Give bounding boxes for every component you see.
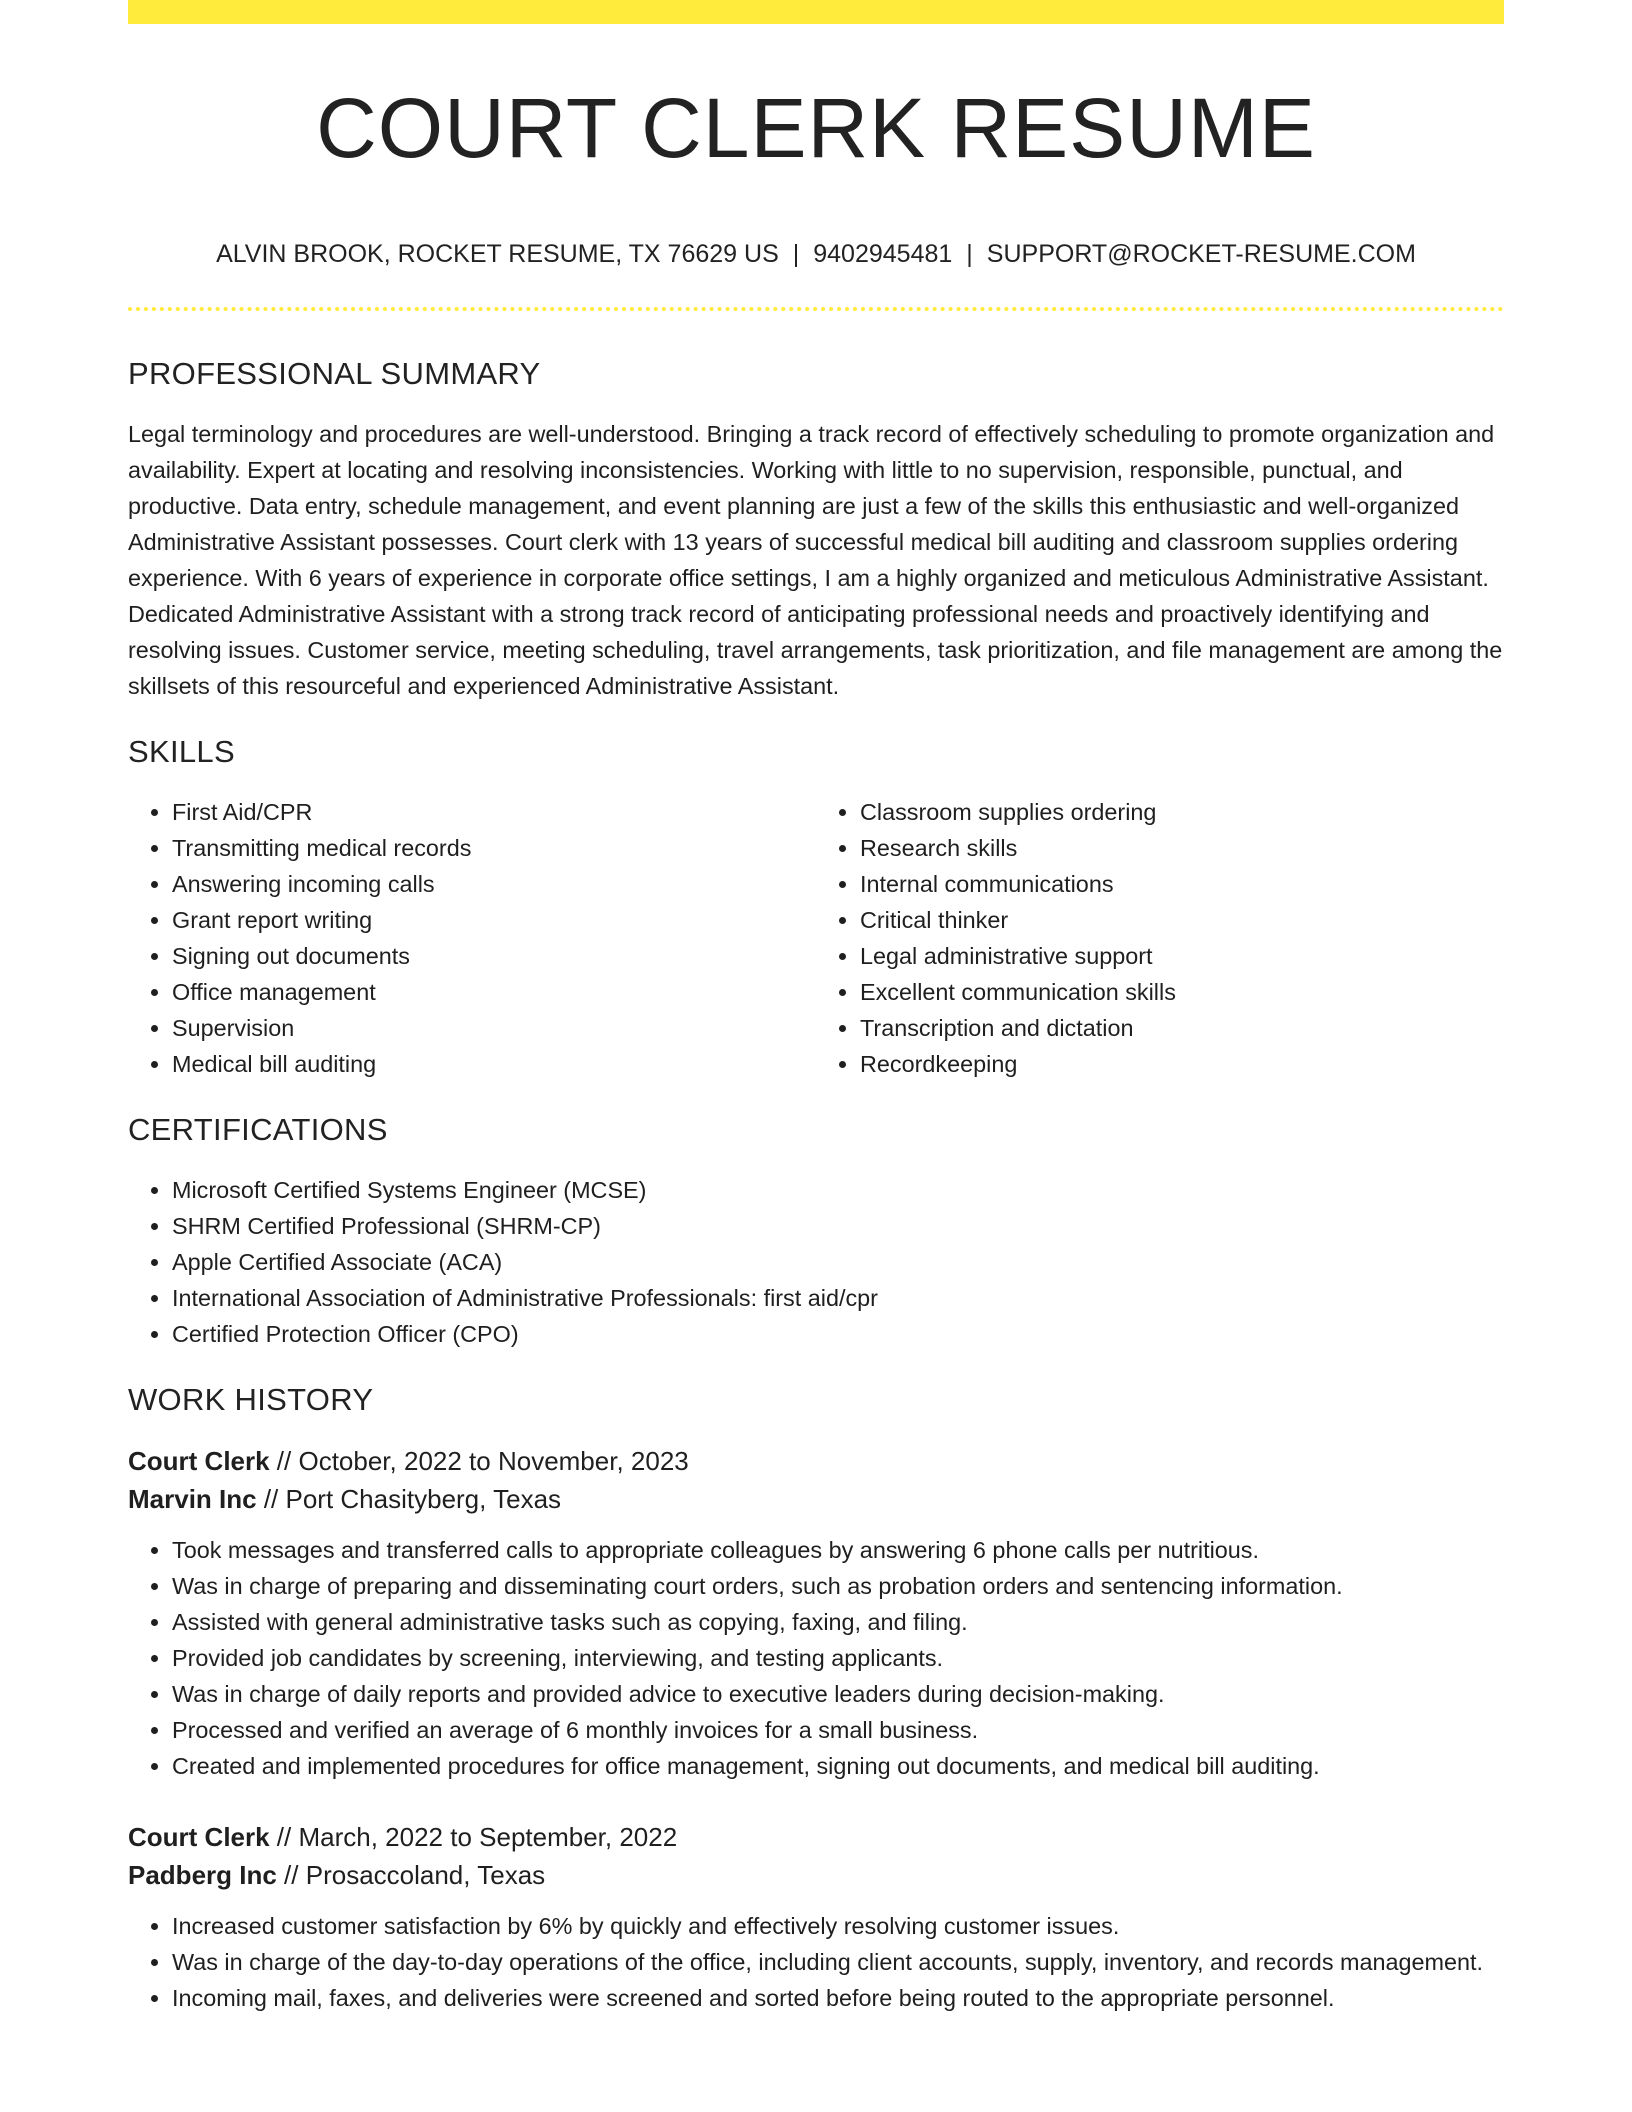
job-company: Marvin Inc [128, 1484, 257, 1514]
section-heading-summary: PROFESSIONAL SUMMARY [128, 356, 541, 391]
certifications-list [128, 1172, 1504, 1352]
separator: // [269, 1446, 299, 1476]
job-bullet: • Increased customer satisfaction by 6% by quickly and effectively resolving customer issues. [172, 1908, 1504, 1944]
job-title: Court Clerk [128, 1446, 270, 1476]
skill-item: • Transcription and dictation [860, 1010, 1504, 1046]
job-bullet: • Incoming mail, faxes, and deliveries were screened and sorted before being routed to the appropriate personnel. [172, 1980, 1504, 2016]
skill-item: • Office management [172, 974, 816, 1010]
job-title: Court Clerk [128, 1822, 270, 1852]
work-history-section [128, 1378, 1504, 2016]
job-entry [128, 1442, 1504, 1784]
job-bullet: • Processed and verified an average of 6 monthly invoices for a small business. [172, 1712, 1504, 1748]
contact-email: SUPPORT@ROCKET-RESUME.COM [986, 240, 1416, 268]
separator: // [276, 1860, 306, 1890]
separator: // [269, 1822, 299, 1852]
skill-item: • Critical thinker [860, 902, 1504, 938]
job-bullet: • Was in charge of preparing and disseminating court orders, such as probation orders and sentencing information. [172, 1568, 1504, 1604]
job-company: Padberg Inc [128, 1860, 277, 1890]
skill-item: • First Aid/CPR [172, 794, 816, 830]
skills-section [128, 730, 1504, 1082]
skill-item: • Excellent communication skills [860, 974, 1504, 1010]
skill-item: • Grant report writing [172, 902, 816, 938]
skill-item: • Internal communications [860, 866, 1504, 902]
contact-line [128, 236, 1504, 272]
job-bullet: • Assisted with general administrative tasks such as copying, faxing, and filing. [172, 1604, 1504, 1640]
certification-item: • Microsoft Certified Systems Engineer (MCSE) [172, 1172, 1504, 1208]
job-entry [128, 1818, 1504, 2016]
contact-address: ALVIN BROOK, ROCKET RESUME, TX 76629 US [216, 240, 779, 268]
job-bullet: • Was in charge of the day-to-day operations of the office, including client accounts, supply, inventory, and records management. [172, 1944, 1504, 1980]
dotted-divider [128, 307, 1504, 311]
job-bullets [128, 1532, 1504, 1784]
resume-title: COURT CLERK RESUME [316, 81, 1316, 175]
skill-item: • Supervision [172, 1010, 816, 1046]
section-heading-certifications: CERTIFICATIONS [128, 1112, 388, 1147]
job-dates: October, 2022 to November, 2023 [298, 1446, 689, 1476]
separator: // [256, 1484, 286, 1514]
contact-separator: | [792, 240, 800, 268]
skill-item: • Answering incoming calls [172, 866, 816, 902]
job-bullet: • Provided job candidates by screening, interviewing, and testing applicants. [172, 1640, 1504, 1676]
skill-item: • Medical bill auditing [172, 1046, 816, 1082]
summary-text: Legal terminology and procedures are well-understood. Bringing a track record of effectively scheduling to promote organization and availability. Expert at locating and resolving inconsistencies. Working with little to no supervision, responsible, punctual, and productive. Data entry, schedule management, and event planning are just a few of the skills this enthusiastic and well-organized Administrative Assistant possesses. Court clerk with 13 years of successful medical bill auditing and classroom supplies ordering experience. With 6 years of experience in corporate office settings, I am a highly organized and meticulous Administrative Assistant. Dedicated Administrative Assistant with a strong track record of anticipating professional needs and proactively identifying and resolving issues. Customer service, meeting scheduling, travel arrangements, task prioritization, and file management are among the skillsets of this resourceful and experienced Administrative Assistant. [128, 421, 1503, 699]
certification-item: • International Association of Administrative Professionals: first aid/cpr [172, 1280, 1504, 1316]
job-dates: March, 2022 to September, 2022 [298, 1822, 678, 1852]
job-title-line [128, 1818, 1504, 1856]
skill-item: • Legal administrative support [860, 938, 1504, 974]
job-bullet: • Created and implemented procedures for office management, signing out documents, and medical bill auditing. [172, 1748, 1504, 1784]
section-heading-work-history: WORK HISTORY [128, 1382, 374, 1417]
skill-item: • Classroom supplies ordering [860, 794, 1504, 830]
professional-summary-section [128, 352, 1504, 704]
resume-content [128, 352, 1504, 2050]
skill-item: • Research skills [860, 830, 1504, 866]
job-location: Prosaccoland, Texas [305, 1860, 546, 1890]
job-company-line [128, 1480, 1504, 1518]
job-bullet: • Took messages and transferred calls to appropriate colleagues by answering 6 phone calls per nutritious. [172, 1532, 1504, 1568]
certification-item: • Certified Protection Officer (CPO) [172, 1316, 1504, 1352]
skill-item: • Recordkeeping [860, 1046, 1504, 1082]
job-bullets [128, 1908, 1504, 2016]
job-company-line [128, 1856, 1504, 1894]
job-title-line [128, 1442, 1504, 1480]
contact-phone: 9402945481 [813, 240, 953, 268]
section-heading-skills: SKILLS [128, 734, 235, 769]
skill-item: • Signing out documents [172, 938, 816, 974]
certifications-section [128, 1108, 1504, 1352]
skills-columns [128, 794, 1504, 1082]
top-accent-bar [128, 0, 1504, 24]
contact-separator: | [966, 240, 973, 268]
certification-item: • Apple Certified Associate (ACA) [172, 1244, 1504, 1280]
skill-item: • Transmitting medical records [172, 830, 816, 866]
skills-list-left [128, 794, 816, 1082]
skills-list-right [816, 794, 1504, 1082]
certification-item: • SHRM Certified Professional (SHRM-CP) [172, 1208, 1504, 1244]
job-bullet: • Was in charge of daily reports and provided advice to executive leaders during decision-making. [172, 1676, 1504, 1712]
job-location: Port Chasityberg, Texas [285, 1484, 562, 1514]
